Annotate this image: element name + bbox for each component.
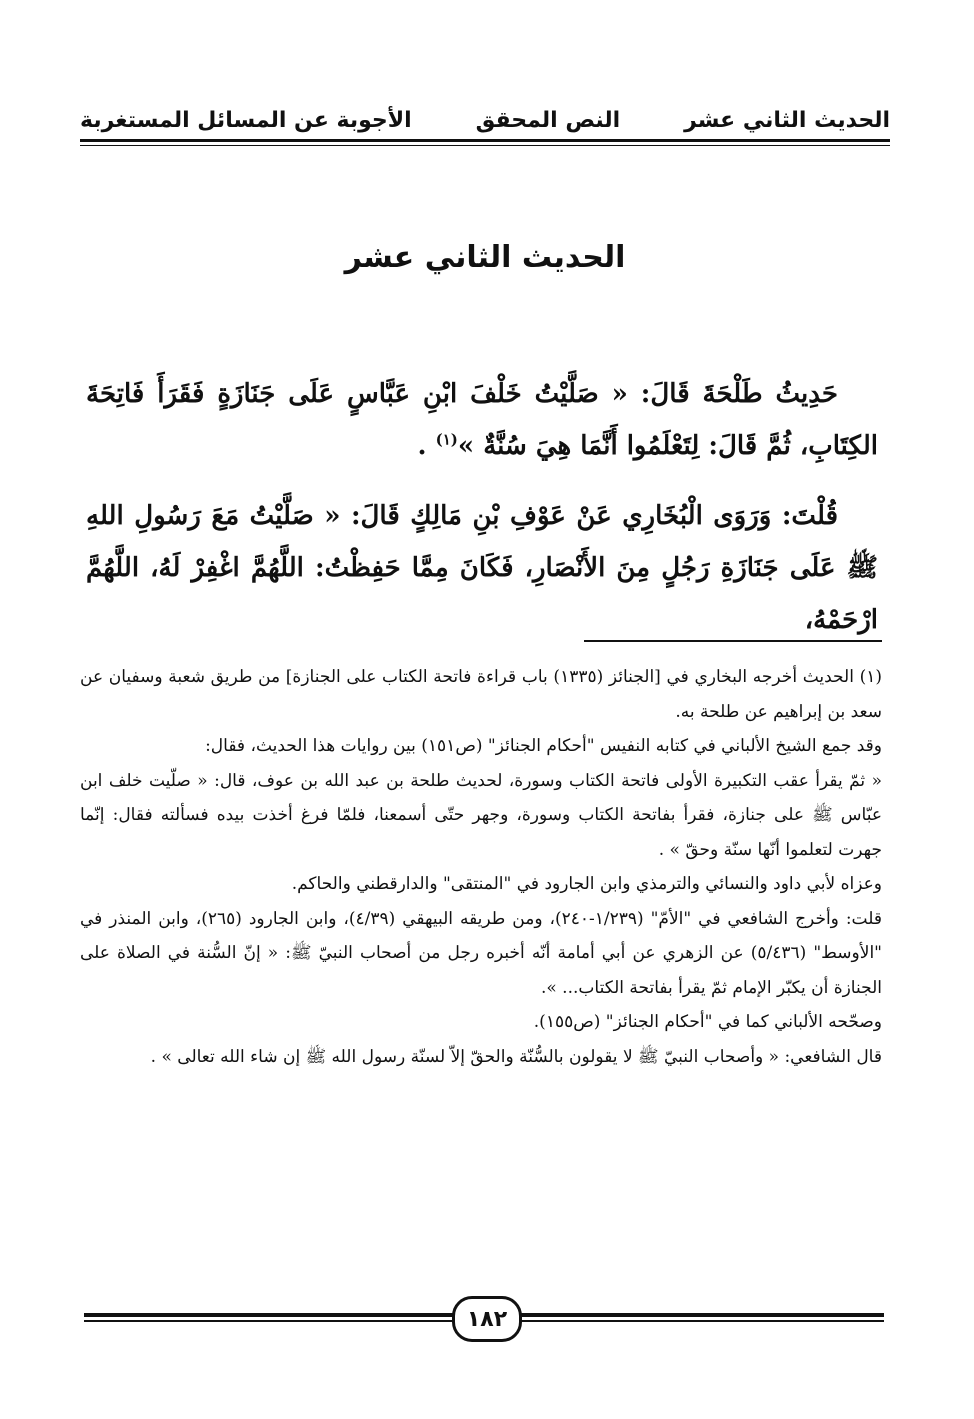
header-book-title: الأجوبة عن المسائل المستغربة [80,108,412,133]
running-header [80,92,890,132]
header-section-name: النص المحقق [475,108,621,133]
chapter-title: الحديث الثاني عشر [344,240,626,275]
main-text [86,368,878,664]
footnotes [80,660,882,1074]
page-number: ١٨٢ [452,1296,522,1342]
main-paragraph-2: قُلْتَ: وَرَوَى الْبُخَارِي عَنْ عَوْفِ بْنِ مَالِكٍ قَالَ: « صَلَّيْتُ مَعَ رَسُولِ اللهِ ﷺ عَلَى جَنَازَةِ رَجُلٍ مِنَ الأَنْصَارِ، فَكَانَ مِمَّا حَفِظْتُ: اللَّهُمَّ اغْفِرْ لَهُ، اللَّهُمَّ ارْحَمْهُ، [86,501,878,635]
footnote-2: وقد جمع الشيخ الألباني في كتابه النفيس "أحكام الجنائز" (ص١٥١) بين روايات هذا الحديث، فقال: [205,736,882,756]
header-rule [80,139,890,142]
header-chapter-name: الحديث الثاني عشر [684,108,890,133]
paragraph-1-end: . [417,431,436,461]
paragraph-1-text: حَدِيثُ طَلْحَةَ قَالَ: « صَلَّيْتُ خَلْفَ ابْنِ عَبَّاسٍ عَلَى جَنَازَةٍ فَقَرَأَ فَاتِحَةَ الكِتَابِ، ثُمَّ قَالَ: لِتَعْلَمُوا أَنَّمَا هِيَ سُنَّةٌ » [86,379,878,461]
footnote-5: قلت: وأخرج الشافعي في "الأمّ" (١/٢٣٩-٢٤٠)، ومن طريقه البيهقي (٤/٣٩)، وابن الجارود (٢٦٥)، وابن المنذر في "الأوسط" (٥/٤٣٦) عن الزهري عن أبي أمامة أنّه أخبره رجل من أصحاب النبيّ ﷺ: « إنّ السُّنة في الصلاة على الجنازة أن يكبّر الإمام ثمّ يقرأ بفاتحة الكتاب... ». [80,908,883,998]
footnote-1: (١) الحديث أخرجه البخاري في [الجنائز (١٣٣٥) باب قراءة فاتحة الكتاب على الجنازة] من طريق شعبة وسفيان عن سعد بن إبراهيم عن طلحة به. [80,667,882,722]
footnote-6: وصحّحه الألباني كما في "أحكام الجنائز" (ص١٥٥). [533,1012,882,1032]
footnote-4: وعزاه لأبي داود والنسائي والترمذي وابن الجارود في "المنتقى" والدارقطني والحاكم. [291,874,882,894]
footnote-ref: (١) [435,430,458,449]
footnote-separator [584,640,882,642]
footnote-3: « ثمّ يقرأ عقب التكبيرة الأولى فاتحة الكتاب وسورة، لحديث طلحة بن عبد الله بن عوف، قال: « صلّيت خلف ابن عبّاس ﷺ على جنازة، فقرأ بفاتحة الكتاب وسورة، وجهر حتّى أسمعنا، فلمّا فرغ أخذت بيده فسألته فقال: إنّما جهرت لتعلموا أنّها سنّة وحقّ » . [80,770,882,860]
footnote-7: قال الشافعي: « وأصحاب النبيّ ﷺ لا يقولون بالسُّنّة والحقّ إلاّ لسنّة رسول الله ﷺ إن شاء الله تعالى » . [150,1046,882,1067]
main-paragraph-1 [86,368,878,472]
header-rule-thin [80,145,890,146]
